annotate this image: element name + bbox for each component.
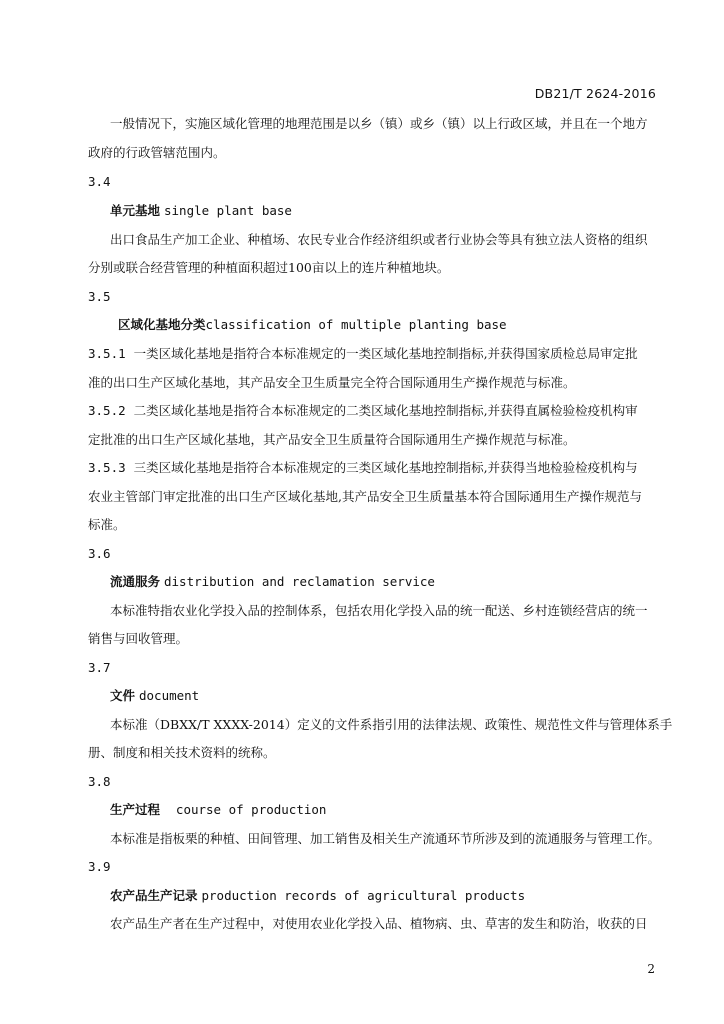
term-heading: [110, 802, 326, 818]
subclause-line: [88, 346, 638, 362]
paragraph-text: 三类区域化基地是指符合本标准规定的三类区域化基地控制指标,并获得当地检验检疫机构与: [133, 460, 638, 475]
term-chinese: 农产品生产记录: [110, 888, 198, 903]
term-english: distribution and reclamation service: [164, 574, 435, 589]
term-heading: [110, 888, 525, 904]
term-chinese: 区域化基地分类: [118, 317, 206, 332]
clause-number: 3.8: [88, 774, 111, 789]
clause-number: 3.5.3: [88, 460, 126, 475]
paragraph-line: 本标准特指农业化学投入品的控制体系，包括农用化学投入品的统一配送、乡村连锁经营店的统一: [110, 603, 648, 618]
term-chinese: 文件: [110, 688, 136, 703]
term-heading: [110, 574, 435, 590]
subclause-line: [88, 403, 638, 419]
term-heading: [118, 317, 507, 333]
paragraph-line: 销售与回收管理。: [88, 631, 189, 646]
clause-number: 3.5.1: [88, 346, 126, 361]
clause-number: 3.9: [88, 859, 111, 874]
clause-number: 3.5: [88, 289, 111, 304]
clause-number: 3.7: [88, 660, 111, 675]
term-heading: [110, 688, 199, 704]
clause-number: 3.4: [88, 174, 111, 189]
clause-number: 3.6: [88, 546, 111, 561]
paragraph-line: 分别或联合经营管理的种植面积超过100亩以上的连片种植地块。: [88, 260, 450, 275]
paragraph-text: 二类区域化基地是指符合本标准规定的二类区域化基地控制指标,并获得直属检验检疫机构审: [133, 403, 638, 418]
term-english: document: [139, 688, 200, 703]
paragraph-line: 准的出口生产区域化基地，其产品安全卫生质量完全符合国际通用生产操作规范与标准。: [88, 375, 576, 390]
subclause-line: [88, 460, 638, 476]
paragraph-line: 本标准（DBXX/T XXXX-2014）定义的文件系指引用的法律法规、政策性、规范性文件与管理体系手: [110, 717, 673, 732]
page-number: 2: [647, 962, 655, 976]
clause-number: 3.5.2: [88, 403, 126, 418]
term-english: production records of agricultural products: [201, 888, 526, 903]
paragraph-line: 农业主管部门审定批准的出口生产区域化基地,其产品安全卫生质量基本符合国际通用生产操作规范与: [88, 489, 642, 504]
term-english: classification of multiple planting base: [205, 317, 507, 332]
term-english: course of production: [175, 802, 327, 817]
paragraph-line: 标准。: [88, 517, 126, 532]
paragraph-text: 一类区域化基地是指符合本标准规定的一类区域化基地控制指标,并获得国家质检总局审定批: [133, 346, 638, 361]
term-heading: [110, 203, 292, 219]
paragraph-line: 册、制度和相关技术资料的统称。: [88, 745, 276, 760]
standard-code: DB21/T 2624-2016: [534, 86, 656, 101]
term-chinese: 流通服务: [110, 574, 161, 589]
term-english: single plant base: [164, 203, 292, 218]
paragraph-line: 定批准的出口生产区域化基地，其产品安全卫生质量符合国际通用生产操作规范与标准。: [88, 432, 576, 447]
paragraph-line: 农产品生产者在生产过程中，对使用农业化学投入品、植物病、虫、草害的发生和防治，收获的日: [110, 916, 648, 931]
paragraph-line: 出口食品生产加工企业、种植场、农民专业合作经济组织或者行业协会等具有独立法人资格的组织: [110, 232, 648, 247]
paragraph-line: 本标准是指板栗的种植、田间管理、加工销售及相关生产流通环节所涉及到的流通服务与管理工作。: [110, 831, 661, 846]
paragraph-line: 政府的行政管辖范围内。: [88, 145, 226, 160]
term-chinese: 生产过程: [110, 802, 161, 817]
term-chinese: 单元基地: [110, 203, 161, 218]
paragraph-line: 一般情况下，实施区域化管理的地理范围是以乡（镇）或乡（镇）以上行政区域，并且在一个地方: [110, 116, 648, 131]
